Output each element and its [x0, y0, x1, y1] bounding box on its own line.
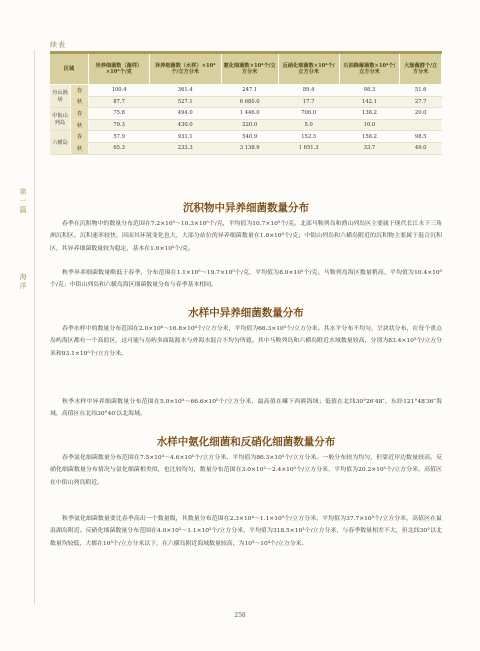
value-cell: 527.1: [149, 96, 221, 108]
value-cell: 494.0: [149, 108, 221, 120]
value-cell: 51.6: [400, 85, 442, 97]
value-cell: 17.7: [278, 96, 339, 108]
page-number: 258: [234, 612, 246, 619]
value-cell: 89.4: [278, 85, 339, 97]
value-cell: 1 651.3: [278, 142, 339, 154]
table-row: [50, 96, 442, 108]
value-cell: 430.0: [149, 119, 221, 131]
region-cell: 六横岛: [50, 131, 70, 154]
value-cell: 33.7: [339, 142, 400, 154]
paragraph: 春季水样中的数量分布范围在2.0×10⁶～16.8×10⁶个/立方分米，平均值为66.3×10⁵个/立方分米。其水平分布不均匀，呈块状分布，在每个重点岛屿海区都有一个高值区，这可能与岛屿多面陆源水与外海水混合不均匀所致。其中马鞍列岛和六横岛附近水域数量较高，分别为83.4×10⁵个/立方分米和93.1×10⁵个/立方分米。: [50, 326, 442, 357]
table-row: [50, 142, 442, 154]
value-cell: 158.2: [339, 131, 400, 143]
value-cell: 1 446.0: [221, 108, 278, 120]
region-cell: 舟山渔场: [50, 85, 70, 108]
value-cell: 138.2: [339, 108, 400, 120]
value-cell: 57.9: [88, 131, 149, 143]
header-region: 区域: [50, 54, 88, 85]
table-header-row: [50, 54, 442, 85]
value-cell: 75.8: [88, 108, 149, 120]
table-row: [50, 85, 442, 97]
section-title-ammonifying: 水样中氨化细菌和反硝化细菌数量分布: [156, 436, 336, 448]
season-cell: 春: [70, 85, 88, 97]
value-cell: 27.7: [400, 96, 442, 108]
header-col-3: 氨化细菌数×10⁴个/立方分米: [221, 54, 278, 85]
table-body: [50, 85, 442, 155]
paragraph: 春季氨化细菌数量分布范围在7.5×10³～4.6×10⁵个/立方分米，平均值为86.3×10⁵个/立方分米。一般分布较为均匀，但靠近岸边数量较高。反硝化细菌数量分布情况与氨化细菌相类似，也比较均匀，数量分布范围在3.0×10³～2.4×10⁵个/立方分米，平均值为20.2×10⁵个/立方分米，高值区在中街山列岛附近。: [50, 455, 442, 486]
value-cell: 247.1: [221, 85, 278, 97]
table-row: [50, 131, 442, 143]
section-title-sediment: 沉积物中异养细菌数量分布: [183, 202, 309, 214]
bacteria-table: [50, 54, 442, 155]
section-title-water: 水样中异养细菌数量分布: [188, 307, 304, 319]
value-cell: 98.3: [339, 85, 400, 97]
value-cell: 49.0: [400, 142, 442, 154]
value-cell: 79.3: [88, 119, 149, 131]
value-cell: 540.9: [221, 131, 278, 143]
value-cell: 100.4: [88, 85, 149, 97]
value-cell: 220.0: [221, 119, 278, 131]
season-cell: 春: [70, 108, 88, 120]
region-cell: 中街山列岛: [50, 108, 70, 131]
header-col-6: 大肠菌群个/立方分米: [400, 54, 442, 85]
value-cell: 10.0: [339, 119, 400, 131]
paragraph: 秋季异养细菌数量略低于春季，分布范围在1.1×10⁵～19.7×10⁵个/克，平均值为8.0×10⁵个/克。马鞍列岛海区数量稍高，平均值为10.4×10⁵个/克；中街山列岛和六横岛海区细菌数量分布与春季基本相同。: [50, 270, 442, 289]
header-col-2: 异养细菌数（水样）×10⁴个/立方分米: [149, 54, 221, 85]
header-col-5: 石油降解菌数×10⁴个/立方分米: [339, 54, 400, 85]
value-cell: 706.0: [278, 108, 339, 120]
paragraph: 秋季水样中异养细菌数量分布范围在5.0×10⁵～66.6×10⁵个/立方分米，最高值在嵊下西熊海域；低值在北纬30°26′48″、东经121°48′36″海域，高值区在北纬30°40′以北海域。: [50, 399, 442, 418]
value-cell: 87.7: [88, 96, 149, 108]
side-book-label: 海洋: [19, 273, 27, 290]
value-cell: 152.3: [278, 131, 339, 143]
side-chapter-label: 第一篇: [19, 188, 27, 214]
season-cell: 春: [70, 131, 88, 143]
header-col-4: 反硝化细菌数×10⁴个/立方分米: [278, 54, 339, 85]
value-cell: 233.3: [149, 142, 221, 154]
value-cell: 98.5: [400, 131, 442, 143]
table-row: [50, 119, 442, 131]
header-col-1: 异养细菌数（菌样）×10⁴个/克: [88, 54, 149, 85]
value-cell: 361.4: [149, 85, 221, 97]
season-cell: 秋: [70, 96, 88, 108]
continued-label: 续表: [50, 41, 66, 49]
season-cell: 秋: [70, 119, 88, 131]
season-cell: 秋: [70, 142, 88, 154]
value-cell: 6 680.0: [221, 96, 278, 108]
value-cell: 20.0: [400, 108, 442, 120]
value-cell: 931.1: [149, 131, 221, 143]
value-cell: [400, 119, 442, 131]
paragraph: 秋季氨化细菌数量要比春季高出一个数量级，其数量分布范围在2.3×10⁴～1.1×10⁵个/立方分米，平均值为37.7×10⁵个/立方分米，高值区在鼠浪湖岛附近。反硝化细菌数量分布范围在4.0×10²～1.1×10⁵个/立方分米，平均值为318.5×10³个/立方分米，与春季数量相差不大，但北纬30°以北数量均较低，大都在10³个/立方分米以下，在六横岛附近海域数量较高，为10³～10⁴个/立方分米。: [50, 516, 442, 547]
side-rule: [34, 50, 35, 605]
paragraph: 春季在沉积物中的数量分布范围在7.2×10⁵～10.3×10⁵个/克，平均值为10.7×10⁵个/克。北部马鞍列岛和渔山列岛区主要属于现代长江水下三角洲沉积区，沉积速率较快，因而其环境变化也大，大部分站位的异养细菌数量在1.0×10⁵个/克；中街山列岛和六横岛附近的沉积物主要属于混合沉积区，其异养细菌数量较为稳定，基本在1.0×10⁵个/克。: [50, 221, 442, 252]
table-row: [50, 108, 442, 120]
value-cell: 5.0: [278, 119, 339, 131]
value-cell: 65.3: [88, 142, 149, 154]
value-cell: 3 138.9: [221, 142, 278, 154]
value-cell: 142.1: [339, 96, 400, 108]
